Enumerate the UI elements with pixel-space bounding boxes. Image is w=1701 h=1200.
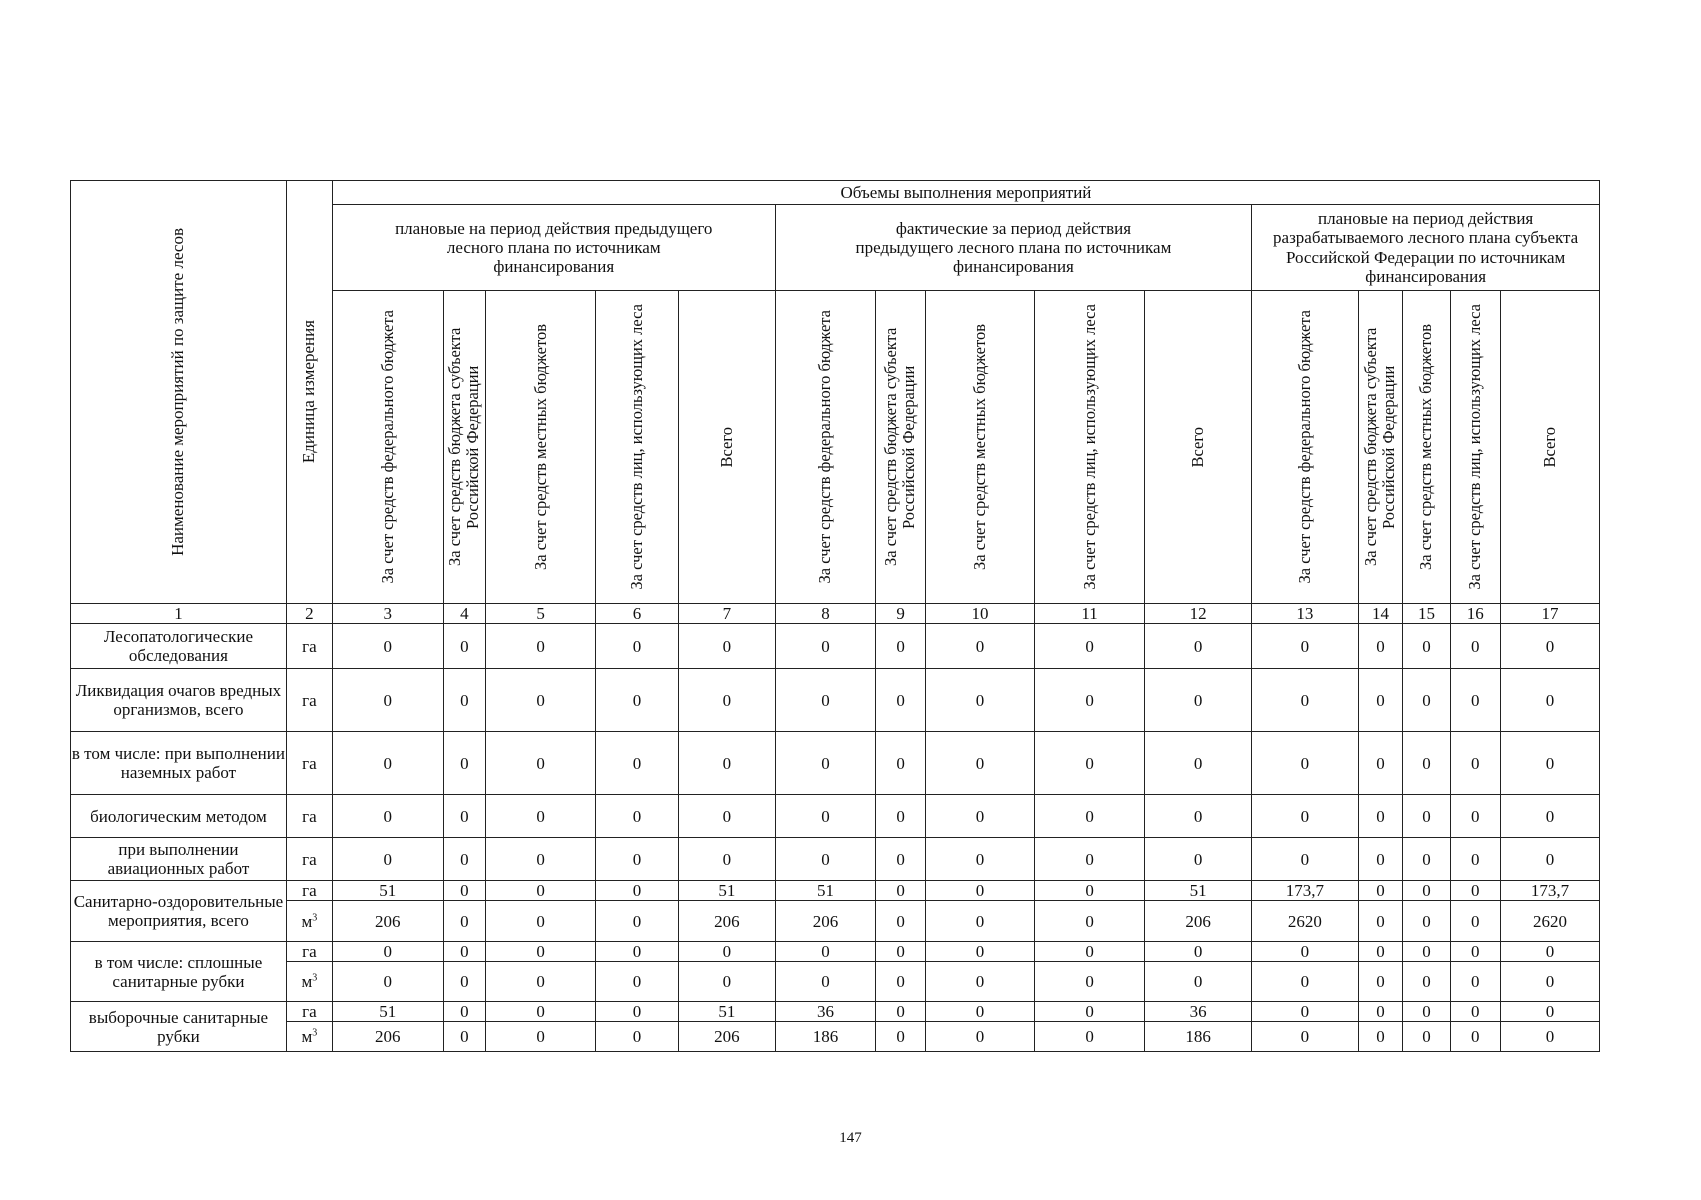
value-cell: 0 <box>595 962 678 1002</box>
header-sub-federal: За счет средств федерального бюджета <box>332 291 443 604</box>
value-cell: 0 <box>1252 669 1358 732</box>
value-cell: 186 <box>775 1022 876 1052</box>
value-cell: 0 <box>486 1002 596 1022</box>
value-cell: 173,7 <box>1501 881 1600 901</box>
value-cell: 0 <box>876 942 925 962</box>
value-cell: 0 <box>1358 901 1403 942</box>
value-cell: 0 <box>1252 942 1358 962</box>
value-cell: 0 <box>1501 1002 1600 1022</box>
value-cell: 0 <box>1450 1022 1500 1052</box>
value-cell: 0 <box>925 1002 1035 1022</box>
value-cell: 0 <box>443 901 486 942</box>
value-cell: 0 <box>679 942 775 962</box>
value-cell: 206 <box>332 1022 443 1052</box>
value-cell: 0 <box>1403 838 1450 881</box>
value-cell: 0 <box>876 732 925 795</box>
value-cell: 0 <box>332 942 443 962</box>
value-cell: 0 <box>486 838 596 881</box>
value-cell: 0 <box>1035 1002 1145 1022</box>
value-cell: 0 <box>925 732 1035 795</box>
value-cell: 0 <box>1252 838 1358 881</box>
value-cell: 0 <box>1252 1022 1358 1052</box>
column-number: 10 <box>925 604 1035 624</box>
value-cell: 0 <box>876 962 925 1002</box>
unit-cell: га <box>286 795 332 838</box>
value-cell: 0 <box>1252 962 1358 1002</box>
value-cell: 0 <box>1358 1002 1403 1022</box>
value-cell: 0 <box>1252 1002 1358 1022</box>
value-cell: 0 <box>595 624 678 669</box>
value-cell: 0 <box>925 881 1035 901</box>
value-cell: 0 <box>1252 624 1358 669</box>
value-cell: 0 <box>1144 669 1251 732</box>
value-cell: 0 <box>1501 624 1600 669</box>
header-name-col: Наименование мероприятий по защите лесов <box>71 181 287 604</box>
value-cell: 0 <box>1144 838 1251 881</box>
value-cell: 0 <box>1403 732 1450 795</box>
header-sub-local: За счет средств местных бюджетов <box>925 291 1035 604</box>
value-cell: 0 <box>1403 795 1450 838</box>
value-cell: 0 <box>876 795 925 838</box>
value-cell: 0 <box>1358 838 1403 881</box>
table-row <box>71 838 1600 881</box>
value-cell: 0 <box>1358 732 1403 795</box>
value-cell: 0 <box>486 732 596 795</box>
table-row <box>71 624 1600 669</box>
value-cell: 0 <box>1450 795 1500 838</box>
value-cell: 0 <box>1501 1022 1600 1052</box>
page-number: 147 <box>839 1130 862 1146</box>
unit-cell: га <box>286 624 332 669</box>
value-cell: 0 <box>332 795 443 838</box>
unit-cell: га <box>286 838 332 881</box>
value-cell: 0 <box>1450 881 1500 901</box>
value-cell: 0 <box>876 624 925 669</box>
table-row <box>71 732 1600 795</box>
value-cell: 0 <box>679 962 775 1002</box>
value-cell: 0 <box>443 795 486 838</box>
header-unit-col: Единица измерения <box>286 181 332 604</box>
header-sub-federal: За счет средств федерального бюджета <box>1252 291 1358 604</box>
value-cell: 0 <box>1358 1022 1403 1052</box>
value-cell: 0 <box>595 1022 678 1052</box>
value-cell: 0 <box>1403 881 1450 901</box>
column-number: 15 <box>1403 604 1450 624</box>
value-cell: 0 <box>443 669 486 732</box>
table-row <box>71 901 1600 942</box>
value-cell: 0 <box>1450 732 1500 795</box>
value-cell: 0 <box>775 732 876 795</box>
value-cell: 0 <box>1403 1022 1450 1052</box>
table-row <box>71 962 1600 1002</box>
unit-cell: га <box>286 1002 332 1022</box>
value-cell: 0 <box>679 795 775 838</box>
value-cell: 206 <box>679 901 775 942</box>
value-cell: 0 <box>1035 962 1145 1002</box>
header-sub-users: За счет средств лиц, использующих леса <box>1450 291 1500 604</box>
column-number: 11 <box>1035 604 1145 624</box>
value-cell: 0 <box>595 795 678 838</box>
table-row <box>71 669 1600 732</box>
header-sub-local: За счет средств местных бюджетов <box>1403 291 1450 604</box>
value-cell: 0 <box>1501 795 1600 838</box>
value-cell: 206 <box>332 901 443 942</box>
column-number: 7 <box>679 604 775 624</box>
value-cell: 2620 <box>1501 901 1600 942</box>
value-cell: 0 <box>1358 962 1403 1002</box>
table-row <box>71 942 1600 962</box>
value-cell: 0 <box>1450 624 1500 669</box>
column-numbers-row <box>71 604 1600 624</box>
column-number: 2 <box>286 604 332 624</box>
value-cell: 0 <box>1035 795 1145 838</box>
value-cell: 0 <box>1501 838 1600 881</box>
value-cell: 0 <box>876 669 925 732</box>
value-cell: 206 <box>679 1022 775 1052</box>
table-row <box>71 795 1600 838</box>
value-cell: 0 <box>925 1022 1035 1052</box>
value-cell: 0 <box>1358 624 1403 669</box>
value-cell: 0 <box>1450 942 1500 962</box>
value-cell: 0 <box>1035 901 1145 942</box>
value-cell: 0 <box>679 669 775 732</box>
forest-protection-table <box>70 180 1600 1052</box>
value-cell: 0 <box>595 901 678 942</box>
value-cell: 0 <box>679 732 775 795</box>
value-cell: 0 <box>1403 669 1450 732</box>
header-sub-total: Всего <box>679 291 775 604</box>
value-cell: 0 <box>332 838 443 881</box>
column-number: 14 <box>1358 604 1403 624</box>
value-cell: 0 <box>1358 881 1403 901</box>
value-cell: 0 <box>486 795 596 838</box>
value-cell: 0 <box>1403 942 1450 962</box>
value-cell: 0 <box>1035 732 1145 795</box>
value-cell: 0 <box>1450 669 1500 732</box>
value-cell: 0 <box>486 962 596 1002</box>
value-cell: 51 <box>679 1002 775 1022</box>
row-name: Лесопатологические обследования <box>71 624 287 669</box>
value-cell: 206 <box>775 901 876 942</box>
value-cell: 0 <box>775 669 876 732</box>
header-sub-federal: За счет средств федерального бюджета <box>775 291 876 604</box>
value-cell: 0 <box>486 1022 596 1052</box>
header-sub-users: За счет средств лиц, использующих леса <box>595 291 678 604</box>
value-cell: 0 <box>876 881 925 901</box>
value-cell: 0 <box>679 838 775 881</box>
value-cell: 0 <box>1144 942 1251 962</box>
value-cell: 0 <box>1450 1002 1500 1022</box>
column-number: 13 <box>1252 604 1358 624</box>
header-sub-total: Всего <box>1501 291 1600 604</box>
unit-cell: га <box>286 732 332 795</box>
unit-cell: га <box>286 669 332 732</box>
value-cell: 0 <box>1403 901 1450 942</box>
unit-cell: $м^3$ <box>286 962 332 1002</box>
row-name: при выполнении авиационных работ <box>71 838 287 881</box>
header-group-planned-new: плановые на период действия разрабатываемого лесного плана субъекта Российской Федерации по источникам финансирования <box>1252 204 1600 290</box>
header-sub-users: За счет средств лиц, использующих леса <box>1035 291 1145 604</box>
header-group-actual-previous: фактические за период действия предыдущего лесного плана по источникам финансирования <box>775 204 1252 290</box>
value-cell: 0 <box>1144 624 1251 669</box>
value-cell: 0 <box>925 795 1035 838</box>
value-cell: 0 <box>1252 732 1358 795</box>
value-cell: 0 <box>876 901 925 942</box>
column-number: 16 <box>1450 604 1500 624</box>
value-cell: 0 <box>1501 942 1600 962</box>
value-cell: 0 <box>1035 942 1145 962</box>
value-cell: 36 <box>775 1002 876 1022</box>
value-cell: 0 <box>595 732 678 795</box>
value-cell: 2620 <box>1252 901 1358 942</box>
row-name: в том числе: сплошные санитарные рубки <box>71 942 287 1002</box>
value-cell: 206 <box>1144 901 1251 942</box>
value-cell: 0 <box>775 962 876 1002</box>
value-cell: 0 <box>443 1022 486 1052</box>
value-cell: 0 <box>775 838 876 881</box>
value-cell: 0 <box>595 838 678 881</box>
row-name: Санитарно-оздоровительные мероприятия, всего <box>71 881 287 942</box>
value-cell: 0 <box>486 669 596 732</box>
value-cell: 0 <box>595 942 678 962</box>
value-cell: 0 <box>1035 624 1145 669</box>
value-cell: 0 <box>876 838 925 881</box>
value-cell: 0 <box>1144 795 1251 838</box>
header-row-1 <box>71 181 1600 205</box>
value-cell: 0 <box>1035 838 1145 881</box>
unit-cell: га <box>286 881 332 901</box>
header-sub-total: Всего <box>1144 291 1251 604</box>
unit-cell: $м^3$ <box>286 1022 332 1052</box>
column-number: 17 <box>1501 604 1600 624</box>
value-cell: 0 <box>443 942 486 962</box>
value-cell: 0 <box>1358 669 1403 732</box>
value-cell: 0 <box>1501 962 1600 1002</box>
document-page <box>70 180 1600 1052</box>
value-cell: 0 <box>595 669 678 732</box>
table-row <box>71 881 1600 901</box>
value-cell: 0 <box>775 942 876 962</box>
value-cell: 36 <box>1144 1002 1251 1022</box>
value-cell: 51 <box>332 1002 443 1022</box>
value-cell: 0 <box>1450 901 1500 942</box>
value-cell: 0 <box>775 795 876 838</box>
value-cell: 0 <box>443 624 486 669</box>
value-cell: 0 <box>332 962 443 1002</box>
value-cell: 0 <box>1358 795 1403 838</box>
value-cell: 0 <box>925 901 1035 942</box>
value-cell: 0 <box>595 1002 678 1022</box>
value-cell: 173,7 <box>1252 881 1358 901</box>
value-cell: 0 <box>1358 942 1403 962</box>
value-cell: 0 <box>1450 962 1500 1002</box>
table-row <box>71 1022 1600 1052</box>
column-number: 1 <box>71 604 287 624</box>
value-cell: 0 <box>925 838 1035 881</box>
value-cell: 0 <box>1144 732 1251 795</box>
column-number: 6 <box>595 604 678 624</box>
value-cell: 0 <box>1252 795 1358 838</box>
unit-cell: $м^3$ <box>286 901 332 942</box>
value-cell: 0 <box>486 942 596 962</box>
value-cell: 0 <box>679 624 775 669</box>
value-cell: 0 <box>1035 1022 1145 1052</box>
value-cell: 51 <box>1144 881 1251 901</box>
column-number: 4 <box>443 604 486 624</box>
header-sub-local: За счет средств местных бюджетов <box>486 291 596 604</box>
value-cell: 0 <box>925 624 1035 669</box>
value-cell: 0 <box>1144 962 1251 1002</box>
value-cell: 0 <box>876 1022 925 1052</box>
value-cell: 0 <box>1501 732 1600 795</box>
header-sub-subject: За счет средств бюджета субъекта Российской Федерации <box>443 291 486 604</box>
row-name: в том числе: при выполнении наземных работ <box>71 732 287 795</box>
value-cell: 0 <box>925 962 1035 1002</box>
value-cell: 0 <box>443 838 486 881</box>
column-number: 5 <box>486 604 596 624</box>
value-cell: 0 <box>1450 838 1500 881</box>
value-cell: 51 <box>679 881 775 901</box>
header-sub-subject: За счет средств бюджета субъекта Российской Федерации <box>1358 291 1403 604</box>
value-cell: 0 <box>876 1002 925 1022</box>
value-cell: 0 <box>1501 669 1600 732</box>
value-cell: 0 <box>925 942 1035 962</box>
value-cell: 0 <box>486 901 596 942</box>
value-cell: 0 <box>332 624 443 669</box>
value-cell: 0 <box>1035 669 1145 732</box>
value-cell: 0 <box>1035 881 1145 901</box>
column-number: 8 <box>775 604 876 624</box>
value-cell: 0 <box>1403 624 1450 669</box>
column-number: 3 <box>332 604 443 624</box>
value-cell: 0 <box>443 1002 486 1022</box>
table-row <box>71 1002 1600 1022</box>
value-cell: 0 <box>1403 1002 1450 1022</box>
header-sub-subject: За счет средств бюджета субъекта Российской Федерации <box>876 291 925 604</box>
value-cell: 0 <box>925 669 1035 732</box>
row-name: Ликвидация очагов вредных организмов, всего <box>71 669 287 732</box>
header-group-planned-previous: плановые на период действия предыдущего лесного плана по источникам финансирования <box>332 204 775 290</box>
header-volumes: Объемы выполнения мероприятий <box>332 181 1599 205</box>
value-cell: 0 <box>486 624 596 669</box>
value-cell: 0 <box>775 624 876 669</box>
value-cell: 51 <box>332 881 443 901</box>
value-cell: 0 <box>332 732 443 795</box>
row-name: биологическим методом <box>71 795 287 838</box>
column-number: 12 <box>1144 604 1251 624</box>
value-cell: 0 <box>443 881 486 901</box>
value-cell: 0 <box>595 881 678 901</box>
value-cell: 0 <box>1403 962 1450 1002</box>
value-cell: 0 <box>443 732 486 795</box>
unit-cell: га <box>286 942 332 962</box>
row-name: выборочные санитарные рубки <box>71 1002 287 1052</box>
value-cell: 186 <box>1144 1022 1251 1052</box>
value-cell: 0 <box>486 881 596 901</box>
value-cell: 0 <box>443 962 486 1002</box>
column-number: 9 <box>876 604 925 624</box>
value-cell: 51 <box>775 881 876 901</box>
value-cell: 0 <box>332 669 443 732</box>
